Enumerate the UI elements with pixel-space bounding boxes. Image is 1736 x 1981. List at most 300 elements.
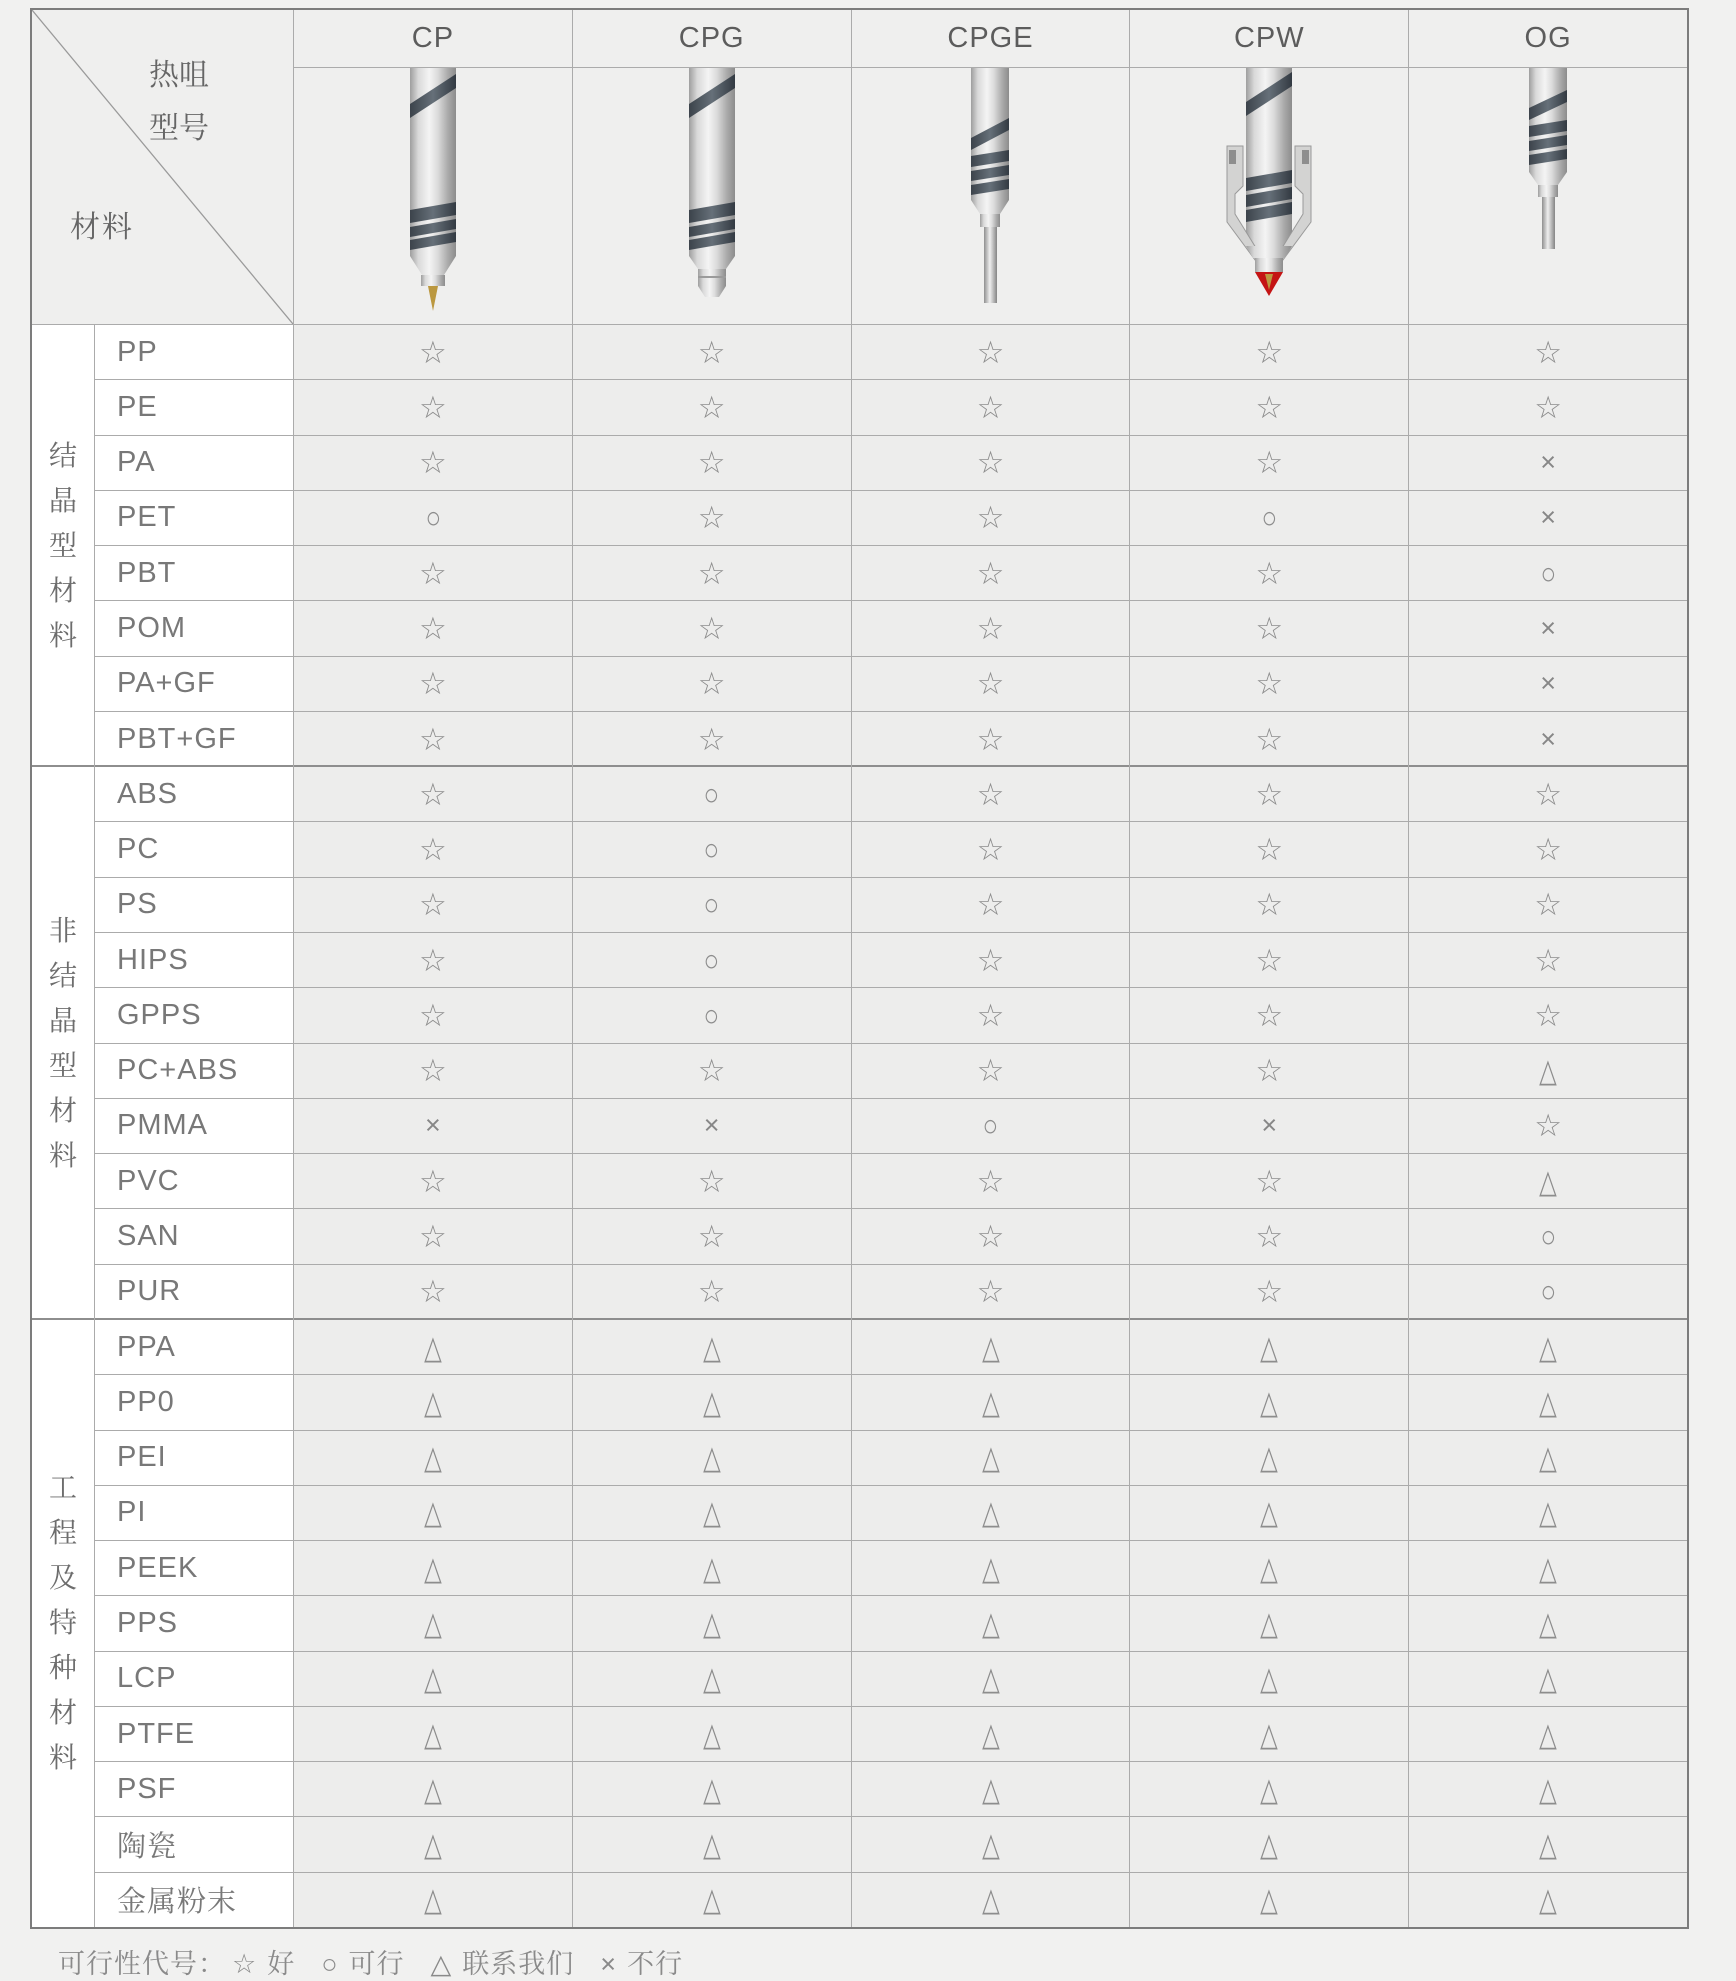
- triangle-symbol: △: [702, 1439, 721, 1477]
- cross-symbol: ×: [1540, 447, 1556, 478]
- star-symbol: ☆: [697, 611, 726, 646]
- compat-cell-PBT+GF-CPW: [1130, 712, 1408, 766]
- compat-cell-PPS-OG: [1409, 1596, 1687, 1650]
- nozzle-image-cpw: [1130, 68, 1408, 324]
- triangle-symbol: △: [424, 1826, 442, 1864]
- compat-cell-PC-CPW: [1130, 822, 1408, 876]
- compat-cell-PP0-CPGE: [852, 1375, 1130, 1429]
- material-label: PC: [95, 822, 293, 876]
- star-symbol: ☆: [419, 1163, 447, 1199]
- triangle-symbol: △: [1539, 1162, 1557, 1200]
- star-symbol: ☆: [419, 334, 447, 370]
- star-symbol: ☆: [419, 389, 447, 425]
- compat-cell-POM-OG: [1409, 601, 1687, 655]
- circle-symbol: ○: [703, 887, 720, 923]
- star-symbol: ☆: [1255, 666, 1284, 702]
- compat-cell-PTFE-OG: [1409, 1707, 1687, 1761]
- star-symbol: ☆: [976, 555, 1005, 591]
- material-label: PMMA: [95, 1099, 293, 1153]
- star-symbol: ☆: [976, 500, 1005, 536]
- compat-cell-PSF-CPW: [1130, 1762, 1408, 1816]
- compat-cell-陶瓷-CPGE: [852, 1817, 1130, 1871]
- compat-cell-PPA-CPG: [573, 1320, 851, 1374]
- compat-cell-PP0-CP: [294, 1375, 572, 1429]
- material-label: 金属粉末: [95, 1873, 293, 1927]
- legend-triangle-icon: △: [430, 1949, 453, 1979]
- material-label: ABS: [95, 767, 293, 821]
- triangle-symbol: △: [981, 1881, 1000, 1919]
- column-title-cpw: CPW: [1130, 10, 1408, 67]
- star-symbol: ☆: [976, 776, 1005, 812]
- legend-star-label: 好: [267, 1949, 296, 1979]
- compat-cell-PC+ABS-CPGE: [852, 1044, 1130, 1098]
- triangle-symbol: △: [424, 1383, 442, 1421]
- star-symbol: ☆: [1534, 832, 1562, 868]
- compat-cell-PI-CP: [294, 1486, 572, 1540]
- compat-cell-PA+GF-CP: [294, 657, 572, 711]
- star-symbol: ☆: [419, 1219, 447, 1255]
- nozzle-model-axis-label: 热咀型号: [149, 59, 209, 145]
- compat-cell-PP-CP: [294, 325, 572, 379]
- star-symbol: ☆: [1534, 334, 1562, 370]
- cross-symbol: ×: [425, 1110, 441, 1141]
- compat-cell-PVC-OG: [1409, 1154, 1687, 1208]
- star-symbol: ☆: [1255, 832, 1284, 868]
- star-symbol: ☆: [419, 1274, 447, 1310]
- circle-symbol: ○: [703, 942, 720, 978]
- compat-cell-PA-OG: [1409, 436, 1687, 490]
- triangle-symbol: △: [424, 1881, 442, 1919]
- category-label-0: 结 晶 型 材 料: [32, 325, 94, 766]
- nozzle-image-cp: [294, 68, 572, 324]
- triangle-symbol: △: [702, 1494, 721, 1532]
- compat-cell-PTFE-CPW: [1130, 1707, 1408, 1761]
- cross-symbol: ×: [1540, 613, 1556, 643]
- triangle-symbol: △: [1260, 1383, 1279, 1421]
- star-symbol: ☆: [1534, 389, 1562, 425]
- star-symbol: ☆: [1255, 887, 1284, 923]
- triangle-symbol: △: [702, 1604, 721, 1643]
- triangle-symbol: △: [1539, 1439, 1557, 1477]
- compat-cell-PP-CPW: [1130, 325, 1408, 379]
- compat-cell-PEEK-CPG: [573, 1541, 851, 1595]
- star-symbol: ☆: [697, 555, 726, 591]
- compat-cell-PMMA-CP: [294, 1099, 572, 1153]
- triangle-symbol: △: [702, 1715, 721, 1753]
- compat-cell-PTFE-CPGE: [852, 1707, 1130, 1761]
- compat-cell-PPA-OG: [1409, 1320, 1687, 1374]
- compat-cell-陶瓷-CPG: [573, 1817, 851, 1871]
- compat-cell-PC-CPG: [573, 822, 851, 876]
- star-symbol: ☆: [697, 721, 726, 757]
- triangle-symbol: △: [1539, 1715, 1557, 1753]
- star-symbol: ☆: [976, 832, 1005, 868]
- triangle-symbol: △: [1260, 1494, 1279, 1532]
- star-symbol: ☆: [976, 942, 1005, 978]
- compat-cell-PA+GF-CPG: [573, 657, 851, 711]
- compat-cell-POM-CP: [294, 601, 572, 655]
- compat-cell-PA-CPG: [573, 436, 851, 490]
- compat-cell-GPPS-CPG: [573, 988, 851, 1042]
- legend-triangle-label: 联系我们: [462, 1949, 575, 1979]
- material-label: PBT: [95, 546, 293, 600]
- compat-cell-PPA-CPW: [1130, 1320, 1408, 1374]
- material-label: PUR: [95, 1265, 293, 1319]
- star-symbol: ☆: [697, 334, 726, 370]
- compat-cell-PI-CPW: [1130, 1486, 1408, 1540]
- compat-cell-PEEK-CP: [294, 1541, 572, 1595]
- triangle-symbol: △: [1539, 1660, 1557, 1698]
- compat-cell-PPS-CPW: [1130, 1596, 1408, 1650]
- nozzle-image-og: [1409, 68, 1687, 324]
- star-symbol: ☆: [1255, 721, 1284, 757]
- compat-cell-PEI-OG: [1409, 1431, 1687, 1485]
- compat-cell-PET-CP: [294, 491, 572, 545]
- star-symbol: ☆: [976, 1163, 1005, 1199]
- cross-symbol: ×: [1540, 668, 1556, 699]
- compat-cell-PET-CPW: [1130, 491, 1408, 545]
- material-label: PE: [95, 380, 293, 434]
- star-symbol: ☆: [697, 1219, 726, 1255]
- star-symbol: ☆: [1255, 445, 1284, 481]
- star-symbol: ☆: [976, 887, 1005, 923]
- triangle-symbol: △: [1539, 1383, 1557, 1421]
- star-symbol: ☆: [976, 1219, 1005, 1255]
- star-symbol: ☆: [419, 997, 447, 1033]
- star-symbol: ☆: [697, 1163, 726, 1199]
- compat-cell-PSF-CPG: [573, 1762, 851, 1816]
- compat-cell-POM-CPW: [1130, 601, 1408, 655]
- star-symbol: ☆: [976, 611, 1005, 646]
- triangle-symbol: △: [1260, 1770, 1279, 1808]
- star-symbol: ☆: [1534, 1108, 1562, 1144]
- material-label: PEI: [95, 1431, 293, 1485]
- compat-cell-HIPS-CP: [294, 933, 572, 987]
- triangle-symbol: △: [981, 1604, 1000, 1643]
- compat-cell-PUR-CPG: [573, 1265, 851, 1319]
- triangle-symbol: △: [1260, 1660, 1279, 1698]
- compat-cell-HIPS-CPGE: [852, 933, 1130, 987]
- compat-cell-PMMA-CPGE: [852, 1099, 1130, 1153]
- star-symbol: ☆: [976, 1053, 1005, 1089]
- star-symbol: ☆: [419, 776, 447, 812]
- compat-cell-PBT-CPG: [573, 546, 851, 600]
- triangle-symbol: △: [981, 1328, 1000, 1366]
- triangle-symbol: △: [1260, 1715, 1279, 1753]
- triangle-symbol: △: [424, 1604, 442, 1643]
- compat-cell-PBT-CPGE: [852, 546, 1130, 600]
- star-symbol: ☆: [419, 555, 447, 591]
- triangle-symbol: △: [702, 1383, 721, 1421]
- compat-cell-ABS-CPGE: [852, 767, 1130, 821]
- material-label: PET: [95, 491, 293, 545]
- star-symbol: ☆: [419, 666, 447, 702]
- compat-cell-LCP-CP: [294, 1652, 572, 1706]
- compat-cell-PC-CPGE: [852, 822, 1130, 876]
- star-symbol: ☆: [419, 445, 447, 481]
- compat-cell-PS-CPG: [573, 878, 851, 932]
- triangle-symbol: △: [1260, 1439, 1279, 1477]
- triangle-symbol: △: [702, 1660, 721, 1698]
- compat-cell-PE-CPGE: [852, 380, 1130, 434]
- compat-cell-PP-CPG: [573, 325, 851, 379]
- circle-symbol: ○: [1540, 1274, 1556, 1310]
- legend-cross-label: 不行: [627, 1949, 684, 1979]
- compat-cell-PET-OG: [1409, 491, 1687, 545]
- star-symbol: ☆: [976, 389, 1005, 425]
- star-symbol: ☆: [1255, 1053, 1284, 1089]
- star-symbol: ☆: [1534, 997, 1562, 1033]
- nozzle-image-cpge: [852, 68, 1130, 324]
- compat-cell-PA-CPW: [1130, 436, 1408, 490]
- legend-circle-label: 可行: [348, 1949, 405, 1979]
- compat-cell-PP0-CPG: [573, 1375, 851, 1429]
- compat-cell-SAN-CPG: [573, 1209, 851, 1263]
- circle-symbol: ○: [1540, 555, 1556, 591]
- compat-cell-ABS-CPG: [573, 767, 851, 821]
- compat-cell-PSF-CP: [294, 1762, 572, 1816]
- star-symbol: ☆: [697, 445, 726, 481]
- compatibility-table: [30, 8, 1689, 1929]
- compat-cell-PI-OG: [1409, 1486, 1687, 1540]
- star-symbol: ☆: [419, 1053, 447, 1089]
- material-label: PSF: [95, 1762, 293, 1816]
- material-label: LCP: [95, 1652, 293, 1706]
- compat-cell-LCP-CPW: [1130, 1652, 1408, 1706]
- compat-cell-PC-CP: [294, 822, 572, 876]
- star-symbol: ☆: [976, 1274, 1005, 1310]
- material-label: PPS: [95, 1596, 293, 1650]
- triangle-symbol: △: [424, 1715, 442, 1753]
- star-symbol: ☆: [697, 1053, 726, 1089]
- compat-cell-PA-CP: [294, 436, 572, 490]
- compat-cell-PA+GF-CPGE: [852, 657, 1130, 711]
- compat-cell-陶瓷-CPW: [1130, 1817, 1408, 1871]
- star-symbol: ☆: [976, 445, 1005, 481]
- material-label: PTFE: [95, 1707, 293, 1761]
- compat-cell-PPA-CP: [294, 1320, 572, 1374]
- legend-cross-icon: ×: [600, 1949, 618, 1979]
- triangle-symbol: △: [702, 1549, 721, 1587]
- star-symbol: ☆: [1255, 997, 1284, 1033]
- compat-cell-PE-OG: [1409, 380, 1687, 434]
- compat-cell-PVC-CP: [294, 1154, 572, 1208]
- star-symbol: ☆: [1255, 389, 1284, 425]
- triangle-symbol: △: [424, 1439, 442, 1477]
- compat-cell-金属粉末-CP: [294, 1873, 572, 1927]
- material-label: GPPS: [95, 988, 293, 1042]
- compat-cell-PC+ABS-CP: [294, 1044, 572, 1098]
- compat-cell-PE-CPG: [573, 380, 851, 434]
- material-label: 陶瓷: [95, 1817, 293, 1871]
- compat-cell-LCP-CPGE: [852, 1652, 1130, 1706]
- compat-cell-PBT+GF-CPG: [573, 712, 851, 766]
- triangle-symbol: △: [702, 1770, 721, 1808]
- compat-cell-LCP-CPG: [573, 1652, 851, 1706]
- category-label-2: 工 程 及 特 种 材 料: [32, 1320, 94, 1927]
- compat-cell-PET-CPG: [573, 491, 851, 545]
- compat-cell-PUR-CP: [294, 1265, 572, 1319]
- compat-cell-金属粉末-CPW: [1130, 1873, 1408, 1927]
- compat-cell-PET-CPGE: [852, 491, 1130, 545]
- star-symbol: ☆: [1255, 942, 1284, 978]
- compat-cell-PUR-CPGE: [852, 1265, 1130, 1319]
- material-label: PI: [95, 1486, 293, 1540]
- circle-symbol: ○: [1540, 1219, 1556, 1255]
- compat-cell-PS-CPGE: [852, 878, 1130, 932]
- compat-cell-GPPS-CPW: [1130, 988, 1408, 1042]
- circle-symbol: ○: [982, 1108, 999, 1144]
- star-symbol: ☆: [419, 832, 447, 868]
- compat-cell-PP-CPGE: [852, 325, 1130, 379]
- compat-cell-ABS-CP: [294, 767, 572, 821]
- triangle-symbol: △: [702, 1328, 721, 1366]
- compat-cell-PSF-OG: [1409, 1762, 1687, 1816]
- compat-cell-PBT+GF-OG: [1409, 712, 1687, 766]
- triangle-symbol: △: [981, 1770, 1000, 1808]
- compat-cell-SAN-CPGE: [852, 1209, 1130, 1263]
- compat-cell-PP0-OG: [1409, 1375, 1687, 1429]
- compat-cell-PA+GF-CPW: [1130, 657, 1408, 711]
- cross-symbol: ×: [1261, 1110, 1278, 1141]
- star-symbol: ☆: [1534, 776, 1562, 812]
- star-symbol: ☆: [697, 389, 726, 425]
- column-title-cpg: CPG: [573, 10, 851, 67]
- material-label: PPA: [95, 1320, 293, 1374]
- diagonal-header-cell: [32, 10, 293, 324]
- star-symbol: ☆: [1255, 555, 1284, 591]
- star-symbol: ☆: [419, 611, 447, 646]
- compat-cell-金属粉末-CPG: [573, 1873, 851, 1927]
- legend-star-icon: ☆: [232, 1949, 258, 1979]
- star-symbol: ☆: [1255, 334, 1284, 370]
- compat-cell-PC+ABS-OG: [1409, 1044, 1687, 1098]
- triangle-symbol: △: [1260, 1328, 1279, 1366]
- compat-cell-PBT-OG: [1409, 546, 1687, 600]
- compat-cell-PC-OG: [1409, 822, 1687, 876]
- cross-symbol: ×: [1540, 502, 1556, 533]
- compat-cell-PEEK-OG: [1409, 1541, 1687, 1595]
- compat-cell-PMMA-OG: [1409, 1099, 1687, 1153]
- compat-cell-PBT+GF-CP: [294, 712, 572, 766]
- triangle-symbol: △: [424, 1770, 442, 1808]
- triangle-symbol: △: [1539, 1328, 1557, 1366]
- triangle-symbol: △: [981, 1494, 1000, 1532]
- triangle-symbol: △: [424, 1494, 442, 1532]
- triangle-symbol: △: [981, 1383, 1000, 1421]
- compat-cell-PE-CPW: [1130, 380, 1408, 434]
- triangle-symbol: △: [424, 1660, 442, 1698]
- material-label: SAN: [95, 1209, 293, 1263]
- compat-cell-PC+ABS-CPG: [573, 1044, 851, 1098]
- compat-cell-PP-OG: [1409, 325, 1687, 379]
- column-title-og: OG: [1409, 10, 1687, 67]
- compat-cell-LCP-OG: [1409, 1652, 1687, 1706]
- compat-cell-POM-CPGE: [852, 601, 1130, 655]
- compat-cell-PVC-CPG: [573, 1154, 851, 1208]
- star-symbol: ☆: [697, 1274, 726, 1310]
- star-symbol: ☆: [419, 942, 447, 978]
- triangle-symbol: △: [1260, 1549, 1279, 1587]
- triangle-symbol: △: [1260, 1604, 1279, 1643]
- compat-cell-PPA-CPGE: [852, 1320, 1130, 1374]
- cross-symbol: ×: [1540, 723, 1556, 754]
- triangle-symbol: △: [1539, 1770, 1557, 1808]
- star-symbol: ☆: [1534, 887, 1562, 923]
- compat-cell-PMMA-CPG: [573, 1099, 851, 1153]
- triangle-symbol: △: [981, 1715, 1000, 1753]
- compat-cell-POM-CPG: [573, 601, 851, 655]
- star-symbol: ☆: [1255, 611, 1284, 646]
- compat-cell-PSF-CPGE: [852, 1762, 1130, 1816]
- star-symbol: ☆: [976, 666, 1005, 702]
- compat-cell-PI-CPG: [573, 1486, 851, 1540]
- compat-cell-金属粉末-CPGE: [852, 1873, 1130, 1927]
- circle-symbol: ○: [703, 776, 720, 812]
- circle-symbol: ○: [703, 997, 720, 1033]
- material-label: PEEK: [95, 1541, 293, 1595]
- triangle-symbol: △: [424, 1549, 442, 1587]
- compat-cell-GPPS-OG: [1409, 988, 1687, 1042]
- triangle-symbol: △: [1539, 1604, 1557, 1643]
- compat-cell-PBT-CPW: [1130, 546, 1408, 600]
- compat-cell-HIPS-OG: [1409, 933, 1687, 987]
- triangle-symbol: △: [1539, 1826, 1557, 1864]
- compat-cell-PS-CP: [294, 878, 572, 932]
- compat-cell-PUR-OG: [1409, 1265, 1687, 1319]
- compat-cell-PVC-CPGE: [852, 1154, 1130, 1208]
- compat-cell-PVC-CPW: [1130, 1154, 1408, 1208]
- triangle-symbol: △: [1539, 1052, 1557, 1090]
- triangle-symbol: △: [981, 1439, 1000, 1477]
- material-label: PA+GF: [95, 657, 293, 711]
- triangle-symbol: △: [981, 1660, 1000, 1698]
- star-symbol: ☆: [697, 500, 726, 536]
- triangle-symbol: △: [1539, 1494, 1557, 1532]
- compat-cell-PUR-CPW: [1130, 1265, 1408, 1319]
- compat-cell-PTFE-CP: [294, 1707, 572, 1761]
- triangle-symbol: △: [424, 1328, 442, 1366]
- triangle-symbol: △: [702, 1881, 721, 1919]
- material-label: PC+ABS: [95, 1044, 293, 1098]
- legend-prefix: 可行性代号：: [58, 1949, 226, 1979]
- compat-cell-GPPS-CPGE: [852, 988, 1130, 1042]
- triangle-symbol: △: [1539, 1549, 1557, 1587]
- compat-cell-PMMA-CPW: [1130, 1099, 1408, 1153]
- compat-cell-SAN-CP: [294, 1209, 572, 1263]
- material-label: PBT+GF: [95, 712, 293, 766]
- compat-cell-SAN-OG: [1409, 1209, 1687, 1263]
- star-symbol: ☆: [976, 334, 1005, 370]
- compat-cell-SAN-CPW: [1130, 1209, 1408, 1263]
- triangle-symbol: △: [1260, 1881, 1279, 1919]
- star-symbol: ☆: [1255, 1163, 1284, 1199]
- triangle-symbol: △: [981, 1549, 1000, 1587]
- compat-cell-金属粉末-OG: [1409, 1873, 1687, 1927]
- material-label: PP0: [95, 1375, 293, 1429]
- star-symbol: ☆: [976, 721, 1005, 757]
- circle-symbol: ○: [425, 500, 441, 536]
- compat-cell-HIPS-CPW: [1130, 933, 1408, 987]
- star-symbol: ☆: [419, 721, 447, 757]
- compat-cell-PBT+GF-CPGE: [852, 712, 1130, 766]
- compat-cell-PEI-CPG: [573, 1431, 851, 1485]
- material-label: PP: [95, 325, 293, 379]
- nozzle-image-cpg: [573, 68, 851, 324]
- legend: [58, 1942, 683, 1981]
- compat-cell-PPS-CPG: [573, 1596, 851, 1650]
- compat-cell-PA+GF-OG: [1409, 657, 1687, 711]
